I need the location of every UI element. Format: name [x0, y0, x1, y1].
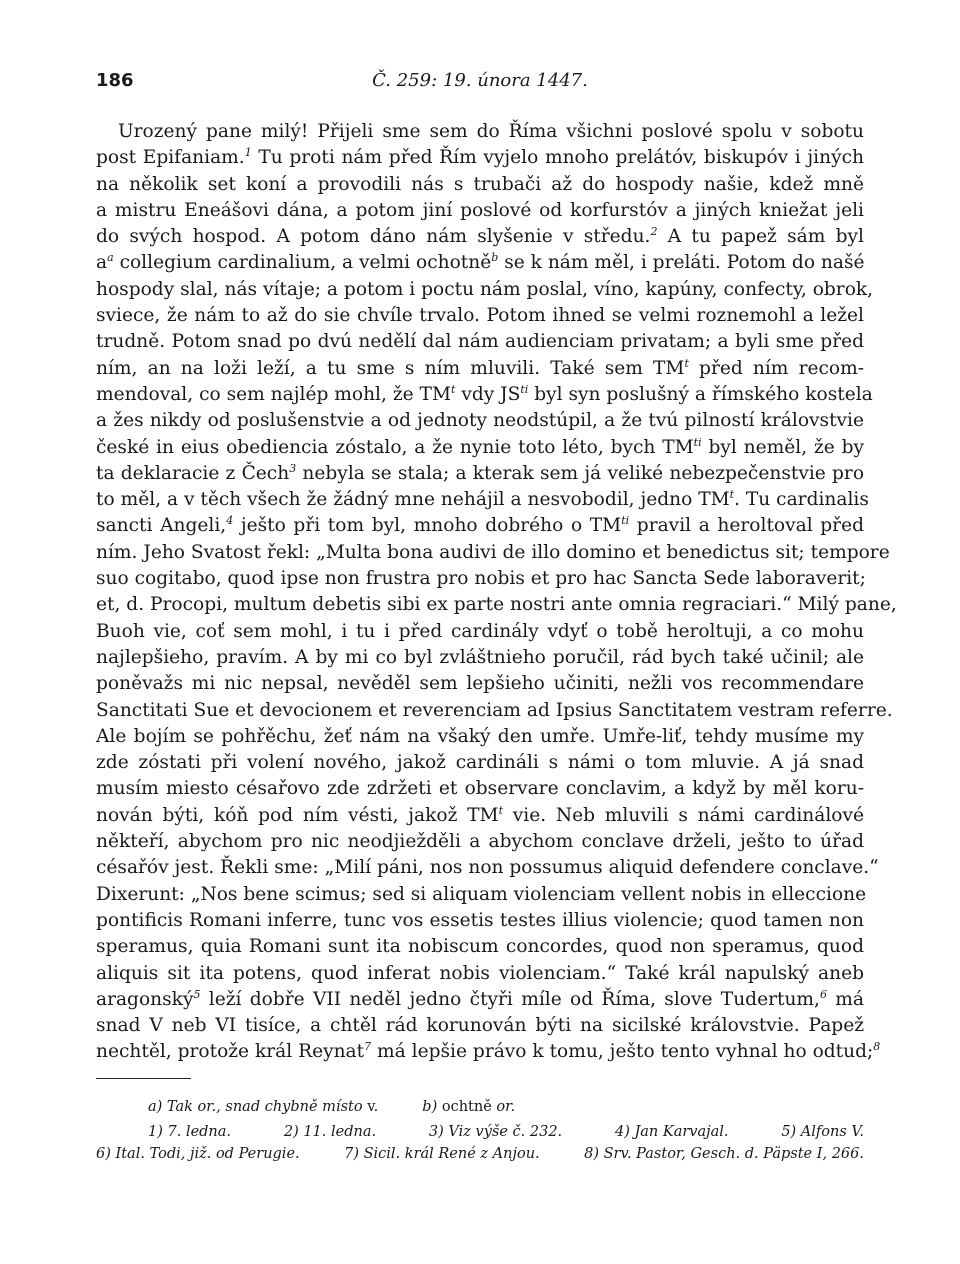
footnote-ref[interactable]: a — [107, 251, 114, 265]
footnote-6: 6) Ital. Todi, již. od Perugie. — [96, 1146, 300, 1162]
text-line: snad V neb VI tisíce, a chtěl rád korunován býti na sicilské královstvie. Papež — [96, 1015, 864, 1037]
text-line: $a^a$ collegium cardinalium, a velmi ochotně$^b$ se k nám měl, i preláti. Potom do našé — [96, 251, 865, 274]
text-line: sviece, že nám to až do sie chvíle trvalo. Potom ihned se velmi roznemohl a ležel — [96, 305, 864, 327]
footnote-ref[interactable]: 7 — [364, 1040, 372, 1054]
footnote-ref[interactable]: 8 — [873, 1040, 881, 1054]
running-title: Č. 259: 19. února 1447. — [372, 70, 588, 91]
text-line: aliquis sit ita potens, quod inferat nobis violenciam.“ Také král napulský aneb — [96, 962, 864, 984]
footnote-4: 4) Jan Karvajal. — [614, 1124, 729, 1140]
text-line: někteří, abychom pro nic neodjiežděli a abychom conclave drželi, ješto to úřad — [96, 831, 864, 853]
footnote-ref[interactable]: 1 — [244, 146, 252, 160]
footnote-ref[interactable]: 4 — [226, 514, 234, 528]
text-line: sancti Angeli,$^4$ ješto při tom byl, mnoho dobrého o $TM^{ti}$ pravil a heroltoval před — [96, 514, 864, 537]
text-line: ním. Jeho Svatost řekl: „Multa bona audivi de illo domino et benedictus sit; tempore — [96, 541, 890, 563]
text-line: et, d. Procopi, multum debetis sibi ex parte nostri ante omnia regraciari.“ Milý pane, — [96, 594, 897, 616]
footnote-ref[interactable]: 3 — [289, 461, 297, 475]
text-line: poněvažs mi nic nepsal, nevěděl sem lepšieho učiniti, nežli vos recommendare — [96, 673, 864, 695]
text-line: hospody slal, nás vítaje; a potom i poctu nám poslal, víno, kapúny, confecty, obrok, — [96, 278, 874, 300]
text-line: do svých hospod. A potom dáno nám slyšenie v středu.$^2$ A tu papež sám byl — [96, 225, 864, 248]
text-line: najlepšieho, pravím. A by mi co byl zvláštnieho poručil, rád bych také učinil; ale — [96, 646, 864, 668]
footnote-ref[interactable]: 2 — [650, 225, 658, 238]
text-line: aragonský$^5$ leží dobře VII neděl jedno čtyři míle od Říma, slove Tudertum,$^6$ má — [96, 987, 864, 1010]
text-line: mendoval, co sem najlép mohl, že $TM^t$ vdy $JS^{ti}$ byl syn poslušný a římského kostela — [96, 382, 873, 405]
text-line: post Epifaniam.$^1$ Tu proti nám před Řím vyjelo mnoho prelátóv, biskupóv i jiných — [96, 146, 864, 169]
text-line: trudně. Potom snad po dvú nedělí dal nám audienciam privatam; a byli sme před — [96, 331, 864, 353]
text-line: zde zóstati při volení nového, jakož cardináli s námi o tom mluvie. A já snad — [96, 752, 864, 774]
text-line: Dixerunt: „Nos bene scimus; sed si aliquam violenciam vellent nobis in elleccione — [96, 883, 867, 905]
text-line: české in eius obediencia zóstalo, a že nynie toto léto, bych $TM^{ti}$ byl neměl, že by — [96, 435, 864, 458]
textual-note-b: b) ochtně or. — [422, 1099, 516, 1115]
textual-note-a: a) Tak or., snad chybně místo v. — [148, 1099, 379, 1115]
footnote-ref[interactable]: 5 — [193, 987, 201, 1001]
footnote-divider — [96, 1078, 191, 1079]
text-line: na několik set koní a provodili nás s trubači až do hospody našie, kdež mně — [96, 173, 864, 195]
footnote-8: 8) Srv. Pastor, Gesch. d. Päpste I, 266. — [584, 1146, 864, 1162]
text-line: Urozený pane milý! Přijeli sme sem do Říma všichni poslové spolu v sobotu — [118, 121, 864, 142]
page-number: 186 — [96, 70, 134, 91]
text-line: suo cogitabo, quod ipse non frustra pro nobis et pro hac Sancta Sede laboraverit; — [96, 568, 866, 590]
text-line: nován býti, kóň pod ním vésti, jakož $TM^t$ vie. Neb mluvili s námi cardinálové — [96, 803, 865, 826]
text-line: nechtěl, protože král Reynat$^7$ má lepšie právo k tomu, ješto tento vyhnal ho odtud;$^8$ — [96, 1040, 881, 1063]
footnotes-row-1 — [96, 1121, 864, 1143]
text-line: musím miesto césařovo zde zdržeti et observare conclavim, a když by měl koru- — [96, 778, 864, 800]
text-line: a mistru Eneášovi dána, a potom jiní poslové od korfurstóv a jiných kniežat jeli — [96, 199, 864, 221]
text-line: to měl, a v těch všech že žádný mne nehájil a nesvobodil, jedno $TM^t$. Tu cardinalis — [96, 487, 869, 511]
footnote-1: 1) 7. ledna. — [148, 1124, 232, 1140]
text-line: a žes nikdy od poslušenstvie a od jednoty neodstúpil, a že tvú pilností královstvie — [96, 410, 864, 432]
text-line: ním, an na loži leží, a tu sme s ním mluvili. Také sem $TM^t$ před ním recom- — [96, 356, 864, 379]
text-line: pontificis Romani inferre, tunc vos essetis testes illius violencie; quod tamen non — [96, 909, 864, 931]
text-line: Buoh vie, coť sem mohl, i tu i před cardinály vdyť o tobě heroltuji, a co mohu — [96, 620, 864, 642]
footnotes-row-2 — [96, 1143, 864, 1165]
footnote-5: 5) Alfons V. — [781, 1124, 864, 1140]
main-text — [96, 119, 897, 1066]
text-line: Ale bojím se pohřěchu, žeť nám na všaký den umře. Umře-liť, tehdy musíme my — [96, 725, 864, 747]
text-line: speramus, quia Romani sunt ita nobiscum concordes, quod non speramus, quod — [96, 936, 864, 958]
footnote-7: 7) Sicil. král René z Anjou. — [344, 1146, 540, 1162]
footnote-2: 2) 11. ledna. — [283, 1124, 377, 1140]
textual-footnotes — [96, 1096, 864, 1118]
text-line: césařóv jest. Řekli sme: „Milí páni, nos non possumus aliquid defendere conclave.“ — [96, 857, 879, 879]
text-line: Sanctitati Sue et devocionem et reverenciam ad Ipsius Sanctitatem vestram referre. — [96, 699, 893, 721]
text-line: ta deklaracie z Čech$^3$ nebyla se stala; a kterak sem já veliké nebezpečenstvie pro — [96, 461, 865, 484]
page-header — [96, 70, 864, 100]
footnote-3: 3) Viz výše č. 232. — [428, 1124, 563, 1140]
footnote-ref[interactable]: b — [491, 251, 499, 265]
footnote-ref[interactable]: 6 — [819, 987, 827, 1001]
